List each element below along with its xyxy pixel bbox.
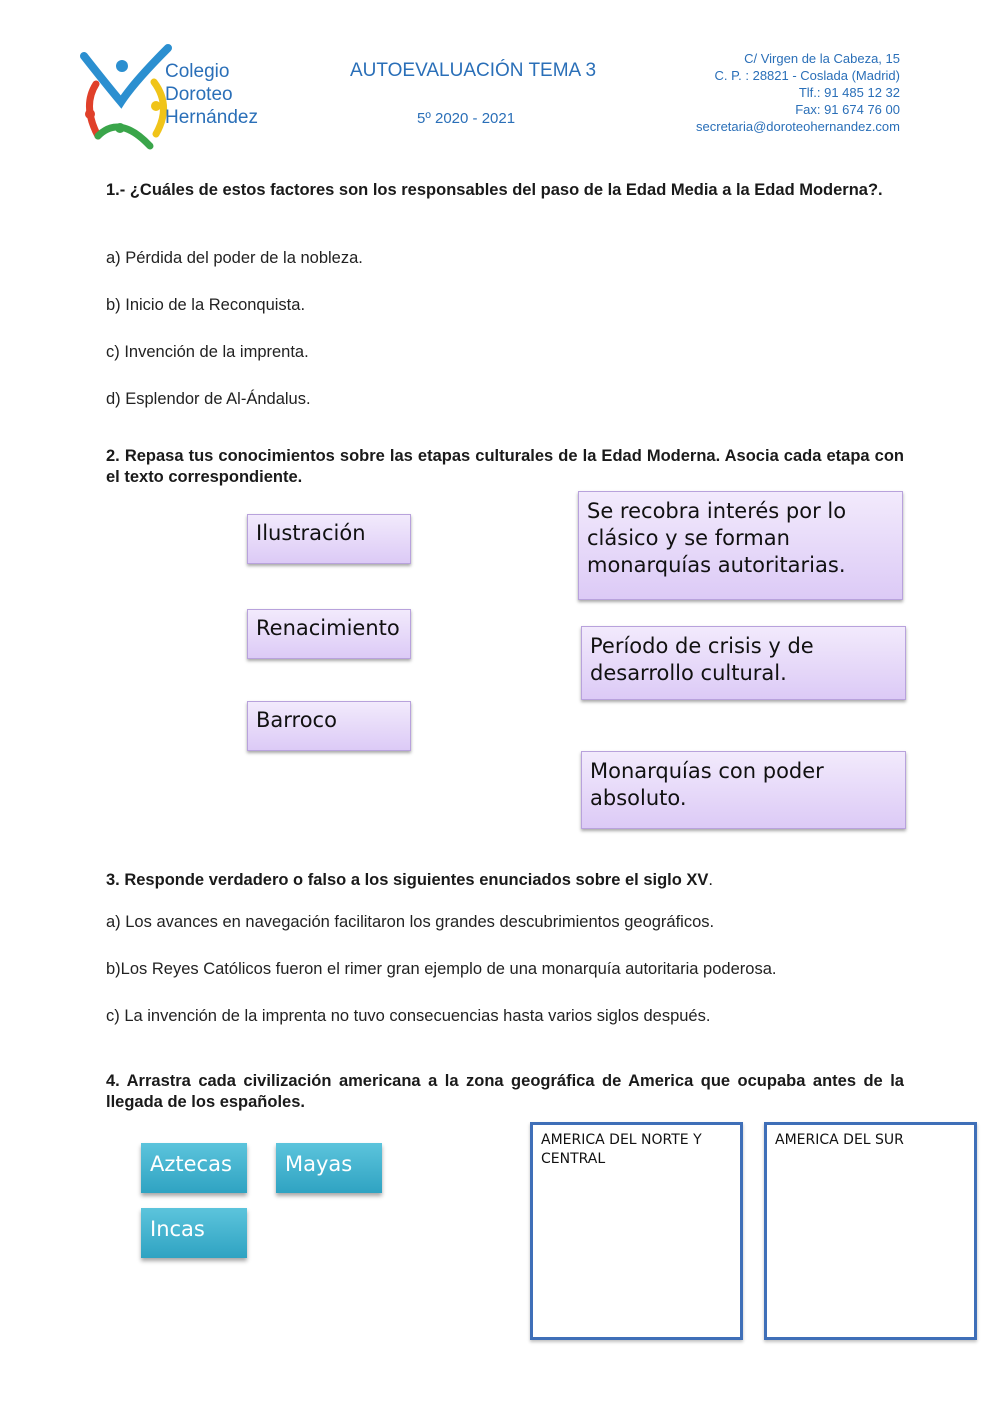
drop-zone-south-label: AMERICA DEL SUR xyxy=(775,1132,904,1148)
question-3-statement-a[interactable]: a) Los avances en navegación facilitaron los grandes descubrimientos geográficos. xyxy=(106,913,715,931)
logo-line-1: Colegio xyxy=(165,61,230,82)
definition-2[interactable]: Período de crisis y de desarrollo cultural. xyxy=(581,626,906,700)
question-1-option-d[interactable]: d) Esplendor de Al-Ándalus. xyxy=(106,390,311,408)
question-1-title: 1.- ¿Cuáles de estos factores son los responsables del paso de la Edad Media a la Edad Moderna?. xyxy=(106,181,883,199)
logo-line-2: Doroteo xyxy=(165,84,233,105)
drop-zone-north-central[interactable] xyxy=(530,1122,743,1340)
school-year: 5º 2020 - 2021 xyxy=(417,110,516,127)
drag-incas[interactable]: Incas xyxy=(141,1208,247,1258)
drop-zone-north-central-label: AMERICA DEL NORTE Y CENTRAL xyxy=(541,1132,702,1167)
address-street: C/ Virgen de la Cabeza, 15 xyxy=(744,51,900,66)
question-2-title: 2. Repasa tus conocimientos sobre las etapas culturales de la Edad Moderna. Asocia cada etapa con el texto correspondiente. xyxy=(106,447,904,486)
question-3-title xyxy=(106,870,713,891)
question-1-option-a[interactable]: a) Pérdida del poder de la nobleza. xyxy=(106,249,363,267)
term-ilustracion[interactable]: Ilustración xyxy=(247,514,411,564)
question-3-title-text: 3. Responde verdadero o falso a los siguientes enunciados sobre el siglo XV xyxy=(106,871,709,889)
question-3-statement-c[interactable]: c) La invención de la imprenta no tuvo consecuencias hasta varios siglos después. xyxy=(106,1007,711,1025)
logo-text xyxy=(165,60,258,129)
drag-aztecas[interactable]: Aztecas xyxy=(141,1143,247,1193)
school-address xyxy=(696,50,900,135)
question-1-option-b[interactable]: b) Inicio de la Reconquista. xyxy=(106,296,306,314)
address-fax: Fax: 91 674 76 00 xyxy=(795,102,900,117)
definition-3[interactable]: Monarquías con poder absoluto. xyxy=(581,751,906,829)
question-1-option-c[interactable]: c) Invención de la imprenta. xyxy=(106,343,309,361)
term-renacimiento[interactable]: Renacimiento xyxy=(247,609,411,659)
drag-mayas[interactable]: Mayas xyxy=(276,1143,382,1193)
term-barroco[interactable]: Barroco xyxy=(247,701,411,751)
drop-zone-south[interactable] xyxy=(764,1122,977,1340)
question-4-title: 4. Arrastra cada civilización americana a la zona geográfica de America que ocupaba antes de la llegada de los españoles. xyxy=(106,1072,904,1111)
address-postal: C. P. : 28821 - Coslada (Madrid) xyxy=(714,68,900,83)
question-3-statement-b[interactable]: b)Los Reyes Católicos fueron el rimer gran ejemplo de una monarquía autoritaria poderosa. xyxy=(106,960,777,978)
logo-line-3: Hernández xyxy=(165,107,258,128)
address-phone: Tlf.: 91 485 12 32 xyxy=(798,85,900,100)
page-title: AUTOEVALUACIÓN TEMA 3 xyxy=(350,60,597,81)
address-email: secretaria@doroteohernandez.com xyxy=(696,119,900,134)
question-3-title-period: . xyxy=(708,871,714,889)
definition-1[interactable]: Se recobra interés por lo clásico y se forman monarquías autoritarias. xyxy=(578,491,903,600)
